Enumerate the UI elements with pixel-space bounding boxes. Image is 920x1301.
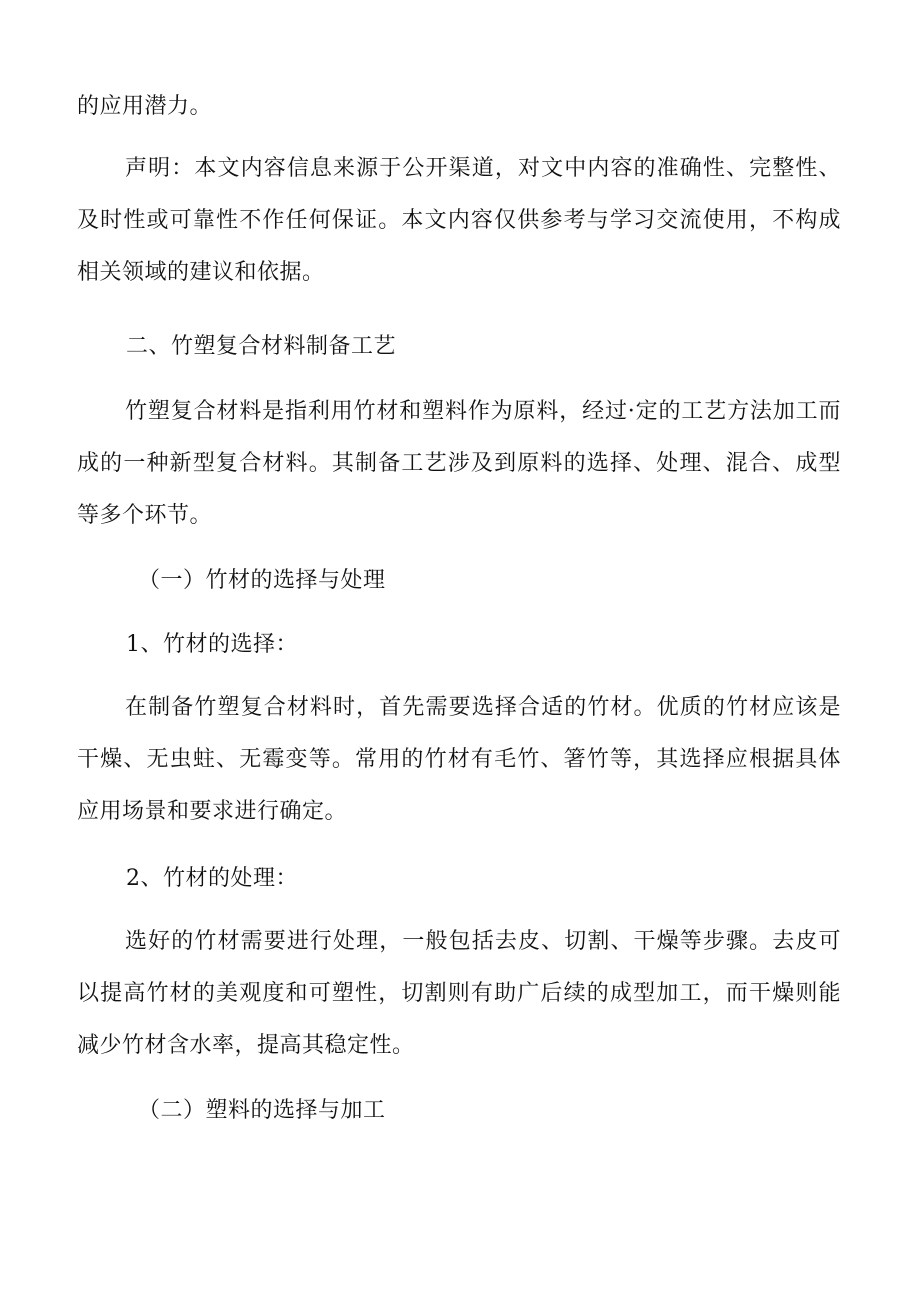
paragraph-bamboo-processing: 选好的竹材需要进行处理，一般包括去皮、切割、干燥等步骤。去皮可以提高竹材的美观度和可塑性，切割则有助广后续的成型加工，而干燥则能减少竹材含水率，提高其稳定性。 — [77, 929, 841, 1058]
paragraph-bamboo-selection: 在制备竹塑复合材料时，首先需要选择合适的竹材。优质的竹材应该是干燥、无虫蛀、无霉变等。常用的竹材有毛竹、箸竹等，其选择应根据具体应用场景和要求进行确定。 — [77, 695, 841, 824]
item-heading-bamboo-selection: 1、竹材的选择： — [126, 632, 298, 657]
subheading-bamboo: （一）竹材的选择与处理 — [138, 568, 386, 593]
paragraph-disclaimer: 声明：本文内容信息来源于公开渠道，对文中内容的准确性、完整性、及时性或可靠性不作任何保证。本文内容仅供参考与学习交流使用，不构成相关领域的建议和依据。 — [77, 156, 841, 285]
section-heading: 二、竹塑复合材料制备工艺 — [126, 334, 397, 359]
item-heading-bamboo-processing: 2、竹材的处理： — [126, 866, 298, 891]
paragraph-intro: 竹塑复合材料是指利用竹材和塑料作为原料，经过·定的工艺方法加工而成的一种新型复合材料。其制备工艺涉及到原料的选择、处理、混合、成型等多个环节。 — [77, 399, 841, 528]
paragraph-continuation: 的应用潜力。 — [77, 94, 213, 119]
subheading-plastic: （二）塑料的选择与加工 — [138, 1098, 386, 1123]
